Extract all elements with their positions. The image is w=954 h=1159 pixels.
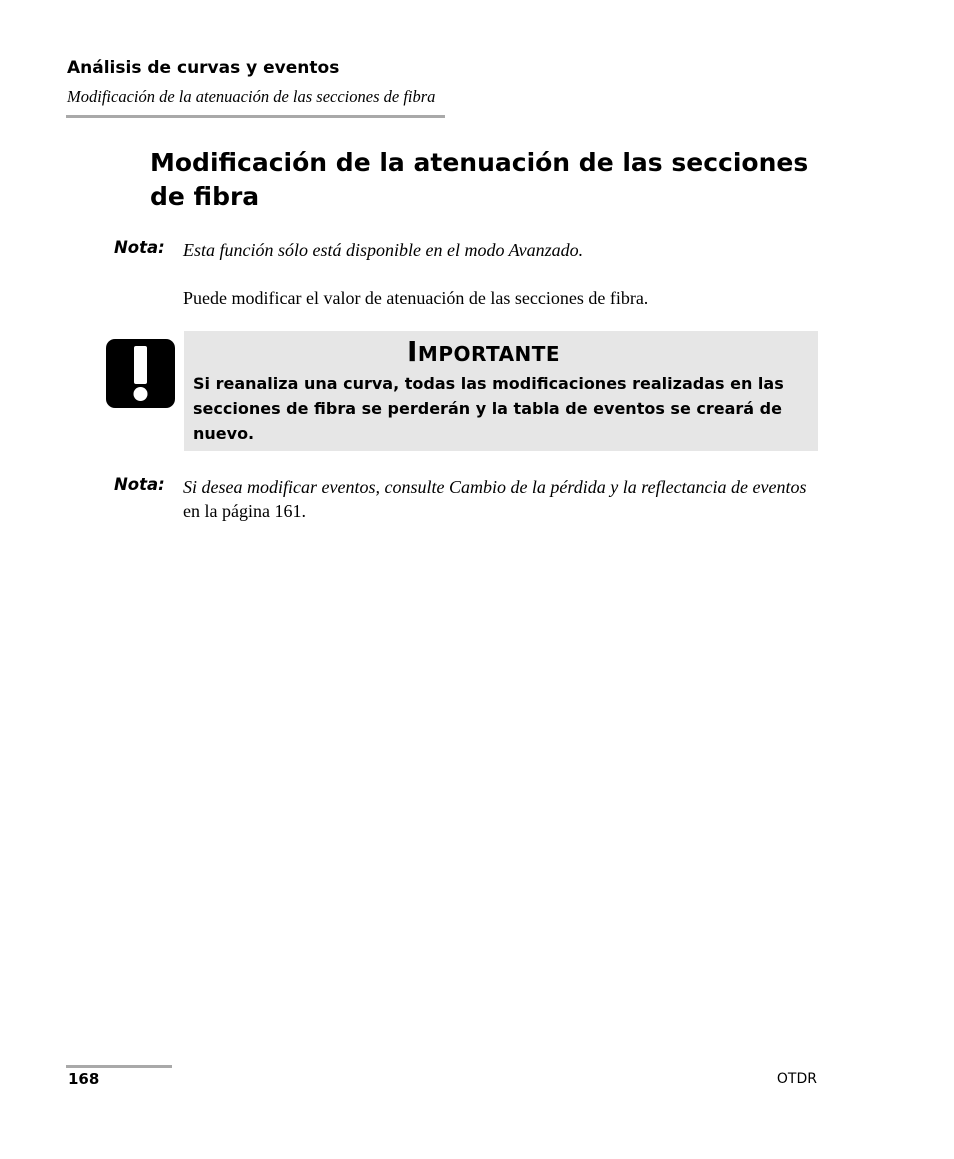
page-reference: en la página 161.	[183, 501, 306, 521]
running-header-title: Análisis de curvas y eventos	[67, 58, 340, 78]
note-text	[183, 475, 823, 523]
product-name: OTDR	[776, 1071, 817, 1087]
important-callout	[184, 331, 818, 451]
section-heading: Modificación de la atenuación de las secciones de fibra	[150, 148, 809, 211]
cross-reference-link[interactable]: Si desea modificar eventos, consulte Cambio de la pérdida y la reflectancia de eventos	[183, 477, 807, 497]
header-divider	[66, 115, 445, 118]
page-number: 168	[68, 1070, 100, 1088]
note-label: Nota:	[114, 238, 165, 257]
exclamation-icon	[106, 339, 175, 408]
important-text: Si reanaliza una curva, todas las modificaciones realizadas en las secciones de fibra se perderán y la tabla de eventos se creará de nuevo.	[193, 374, 784, 443]
body-paragraph: Puede modificar el valor de atenuación de las secciones de fibra.	[183, 288, 649, 308]
footer-divider	[66, 1065, 172, 1068]
important-title: Importante	[407, 335, 561, 368]
note-text: Esta función sólo está disponible en el modo Avanzado.	[183, 240, 584, 260]
note-label: Nota:	[114, 475, 165, 494]
running-header-subtitle: Modificación de la atenuación de las secciones de fibra	[67, 87, 436, 106]
